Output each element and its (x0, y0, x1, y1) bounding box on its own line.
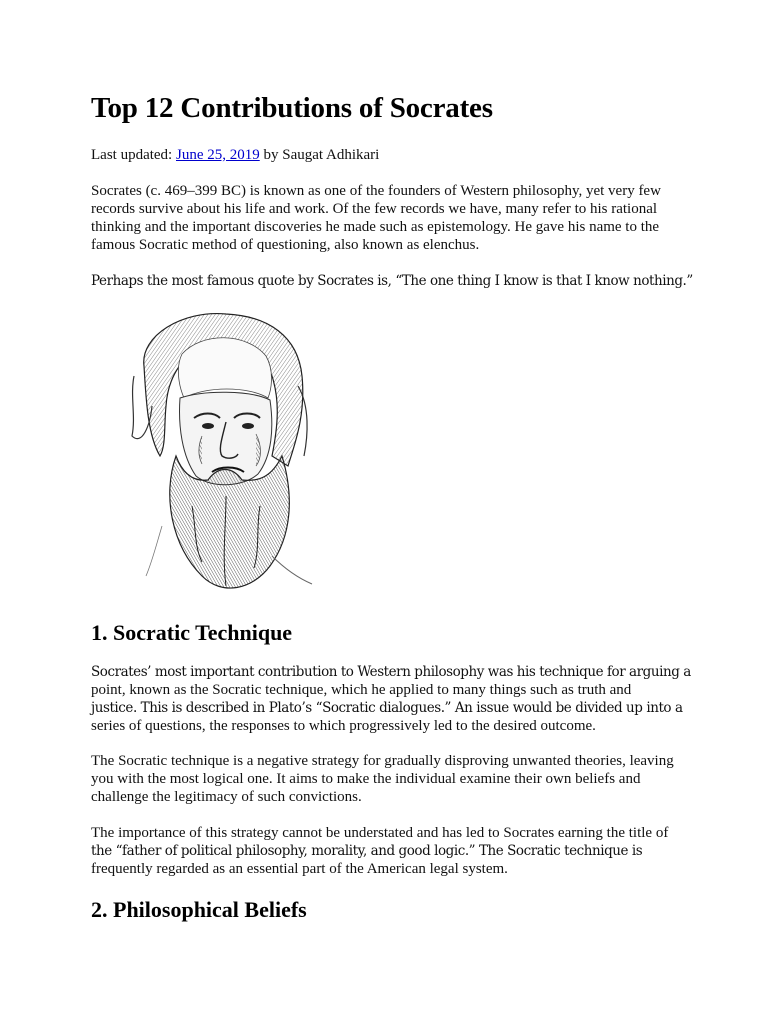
socrates-portrait-image (122, 306, 314, 604)
intro-paragraph: Socrates (c. 469–399 BC) is known as one of the founders of Western philosophy, yet very few records survive about his life and work. Of the few records we have, many refer to his rational thinking and the important discoveries he made such as epistemology. He gave his name to the famous Socratic method of questioning, also known as elenchus. (91, 183, 661, 253)
shoulder (272, 556, 312, 584)
date-link[interactable]: June 25, 2019 (175, 147, 260, 163)
quote-paragraph: Perhaps the most famous quote by Socrates is, “The one thing I know is that I know nothing.” (91, 273, 693, 289)
shoulder-left (146, 526, 162, 576)
paragraph-line: point, known as the Socratic technique, which he applied to many things such as truth and (91, 682, 632, 698)
paragraph-line: The importance of this strategy cannot be understated and has led to Socrates earning the title of (91, 825, 669, 841)
paragraph-line: justice. This is described in Plato’s “Socratic dialogues.” An issue would be divided up into a (91, 700, 683, 716)
meta-author: by Saugat Adhikari (259, 147, 380, 163)
section-heading-socratic-technique: 1. Socratic Technique (91, 620, 293, 645)
paragraph-line: frequently regarded as an essential part of the American legal system. (91, 861, 508, 877)
article-meta (91, 146, 379, 164)
paragraph-line: series of questions, the responses to which progressively led to the desired outcome. (91, 718, 596, 734)
page-title: Top 12 Contributions of Socrates (91, 92, 493, 124)
section1-paragraph-1 (91, 663, 691, 735)
paragraph-line: the “father of political philosophy, morality, and good logic.” The Socratic technique is (91, 843, 643, 859)
meta-prefix: Last updated: (91, 147, 176, 163)
section1-paragraph-3 (91, 824, 691, 878)
beard (170, 456, 290, 588)
paragraph-line: Socrates’ most important contribution to Western philosophy was his technique for arguing a (91, 664, 691, 680)
section-heading-philosophical-beliefs: 2. Philosophical Beliefs (91, 897, 307, 922)
section1-paragraph-2: The Socratic technique is a negative strategy for gradually disproving unwanted theories, leaving you with the most logical one. It aims to make the individual examine their own beliefs and challenge the legitimacy of such convictions. (91, 753, 674, 805)
